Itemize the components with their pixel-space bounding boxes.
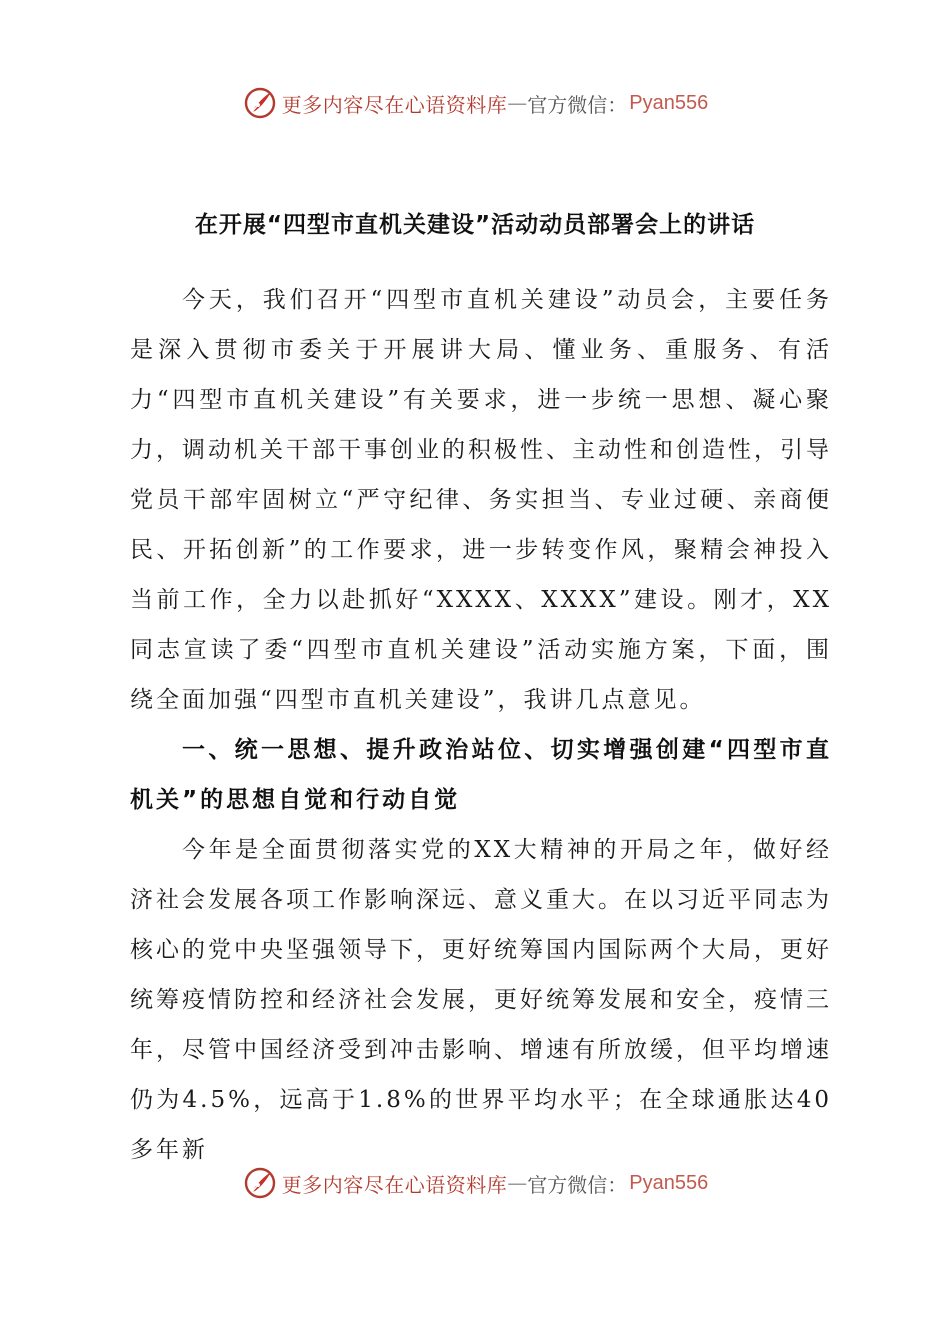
watermark-brand: 更多内容尽在心语资料库 bbox=[281, 1172, 508, 1197]
watermark-official-label: 官方微信： bbox=[527, 1172, 628, 1197]
watermark-banner-bottom bbox=[0, 1163, 950, 1203]
watermark-brand: 更多内容尽在心语资料库 bbox=[281, 92, 508, 117]
watermark-official-label: 官方微信： bbox=[527, 92, 628, 117]
watermark-separator: — bbox=[507, 1171, 528, 1195]
watermark-handle: Pyan556 bbox=[629, 91, 709, 114]
document-title: 在开展“四型市直机关建设”活动动员部署会上的讲话 bbox=[194, 212, 756, 238]
paragraph: 今天，我们召开“四型市直机关建设”动员会，主要任务是深入贯彻市委关于开展讲大局、懂业务、重服务、有活力“四型市直机关建设”有关要求，进一步统一思想、凝心聚力，调动机关干部干事创业的积极性、主动性和创造性，引导党员干部牢固树立“严守纪律、务实担当、专业过硬、亲商便民、开拓创新”的工作要求，进一步转变作风，聚精会神投入当前工作，全力以赴抓好“XXXX、XXXX”建设。刚才，XX同志宣读了委“四型市直机关建设”活动实施方案，下面，围绕全面加强“四型市直机关建设”，我讲几点意见。 bbox=[130, 287, 832, 713]
quill-pen-icon bbox=[242, 1165, 278, 1201]
quill-pen-icon bbox=[242, 85, 278, 121]
watermark-handle: Pyan556 bbox=[629, 1171, 709, 1194]
watermark-separator: — bbox=[507, 91, 528, 115]
section-heading: 一、统一思想、提升政治站位、切实增强创建“四型市直机关”的思想自觉和行动自觉 bbox=[130, 737, 832, 813]
paragraph: 今年是全面贯彻落实党的XX大精神的开局之年，做好经济社会发展各项工作影响深远、意义重大。在以习近平同志为核心的党中央坚强领导下，更好统筹国内国际两个大局，更好统筹疫情防控和经济社会发展，更好统筹发展和安全，疫情三年，尽管中国经济受到冲击影响、增速有所放缓，但平均增速仍为4.5%，远高于1.8%的世界平均水平；在全球通胀达40多年新 bbox=[130, 837, 832, 1163]
watermark-banner-top bbox=[0, 83, 950, 123]
document-body bbox=[130, 275, 832, 1175]
